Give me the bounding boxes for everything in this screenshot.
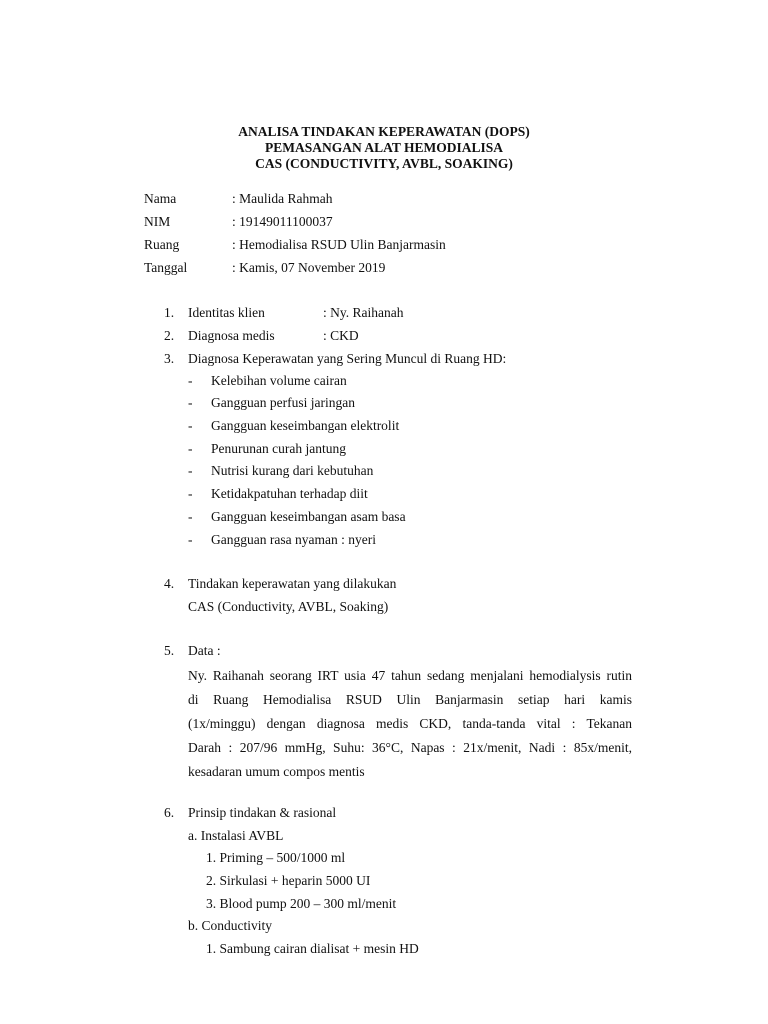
item-2-label: Diagnosa medis	[188, 328, 275, 343]
bullet-dash: -	[188, 373, 193, 388]
identity-value: : Maulida Rahmah	[232, 191, 333, 206]
identity-value: : Hemodialisa RSUD Ulin Banjarmasin	[232, 237, 446, 252]
identity-label: Ruang	[144, 237, 180, 252]
bullet-dash: -	[188, 509, 193, 524]
identity-row-nim	[144, 212, 333, 232]
item-2-value: : CKD	[323, 328, 359, 343]
item-4-label: Tindakan keperawatan yang dilakukan	[188, 576, 397, 591]
identity-label: Nama	[144, 191, 177, 206]
item-3-label: Diagnosa Keperawatan yang Sering Muncul di Ruang HD:	[188, 351, 507, 366]
data-paragraph	[188, 664, 632, 784]
item-1-number: 1.	[164, 305, 175, 320]
diagnosis-item: Gangguan rasa nyaman : nyeri	[211, 532, 376, 547]
paragraph-line: di Ruang Hemodialisa RSUD Ulin Banjarmasin setiap hari kamis	[188, 692, 632, 707]
identity-label: Tanggal	[144, 260, 188, 275]
diagnosis-item: Gangguan keseimbangan elektrolit	[211, 418, 400, 433]
principle-a-step: 2. Sirkulasi + heparin 5000 UI	[206, 873, 371, 888]
identity-value: : Kamis, 07 November 2019	[232, 260, 386, 275]
principle-a-step: 1. Priming – 500/1000 ml	[206, 850, 346, 865]
bullet-dash: -	[188, 532, 193, 547]
principle-b-step: 1. Sambung cairan dialisat + mesin HD	[206, 941, 419, 956]
paragraph-line: (1x/minggu) dengan diagnosa medis CKD, tanda-tanda vital : Tekanan	[188, 716, 632, 731]
bullet-dash: -	[188, 395, 193, 410]
principle-a-step: 3. Blood pump 200 – 300 ml/menit	[206, 896, 397, 911]
diagnosis-item: Nutrisi kurang dari kebutuhan	[211, 463, 374, 478]
diagnosis-item: Penurunan curah jantung	[211, 441, 346, 456]
title-line-3: CAS (CONDUCTIVITY, AVBL, SOAKING)	[255, 156, 513, 171]
identity-value: : 19149011100037	[232, 214, 333, 229]
item-1-value: : Ny. Raihanah	[323, 305, 404, 320]
title-line-1: ANALISA TINDAKAN KEPERAWATAN (DOPS)	[238, 124, 530, 139]
title-line-2: PEMASANGAN ALAT HEMODIALISA	[264, 140, 504, 155]
paragraph-line: Darah : 207/96 mmHg, Suhu: 36°C, Napas : 21x/menit, Nadi : 85x/menit,	[188, 740, 632, 755]
bullet-dash: -	[188, 418, 193, 433]
item-4-number: 4.	[164, 576, 175, 591]
paragraph-line: Ny. Raihanah seorang IRT usia 47 tahun sedang menjalani hemodialysis rutin	[188, 668, 632, 683]
bullet-dash: -	[188, 463, 193, 478]
paragraph-line: kesadaran umum compos mentis	[188, 764, 365, 779]
bullet-dash: -	[188, 441, 193, 456]
item-6-label: Prinsip tindakan & rasional	[188, 805, 337, 820]
identity-row-nama	[144, 189, 332, 209]
item-1-label: Identitas klien	[188, 305, 265, 320]
identity-row-ruang	[144, 235, 446, 255]
bullet-dash: -	[188, 486, 193, 501]
item-5-number: 5.	[164, 643, 175, 658]
principle-a-label: a. Instalasi AVBL	[188, 828, 284, 843]
diagnosis-item: Gangguan keseimbangan asam basa	[211, 509, 406, 524]
item-4-detail: CAS (Conductivity, AVBL, Soaking)	[188, 599, 389, 614]
item-3-number: 3.	[164, 351, 175, 366]
diagnosis-item: Ketidakpatuhan terhadap diit	[211, 486, 368, 501]
item-2-number: 2.	[164, 328, 175, 343]
identity-row-tanggal	[144, 258, 385, 278]
diagnosis-item: Kelebihan volume cairan	[211, 373, 347, 388]
principle-b-label: b. Conductivity	[188, 918, 272, 933]
identity-label: NIM	[144, 214, 171, 229]
item-6-number: 6.	[164, 805, 175, 820]
diagnosis-item: Gangguan perfusi jaringan	[211, 395, 355, 410]
item-5-label: Data :	[188, 643, 221, 658]
document-title	[0, 124, 768, 172]
